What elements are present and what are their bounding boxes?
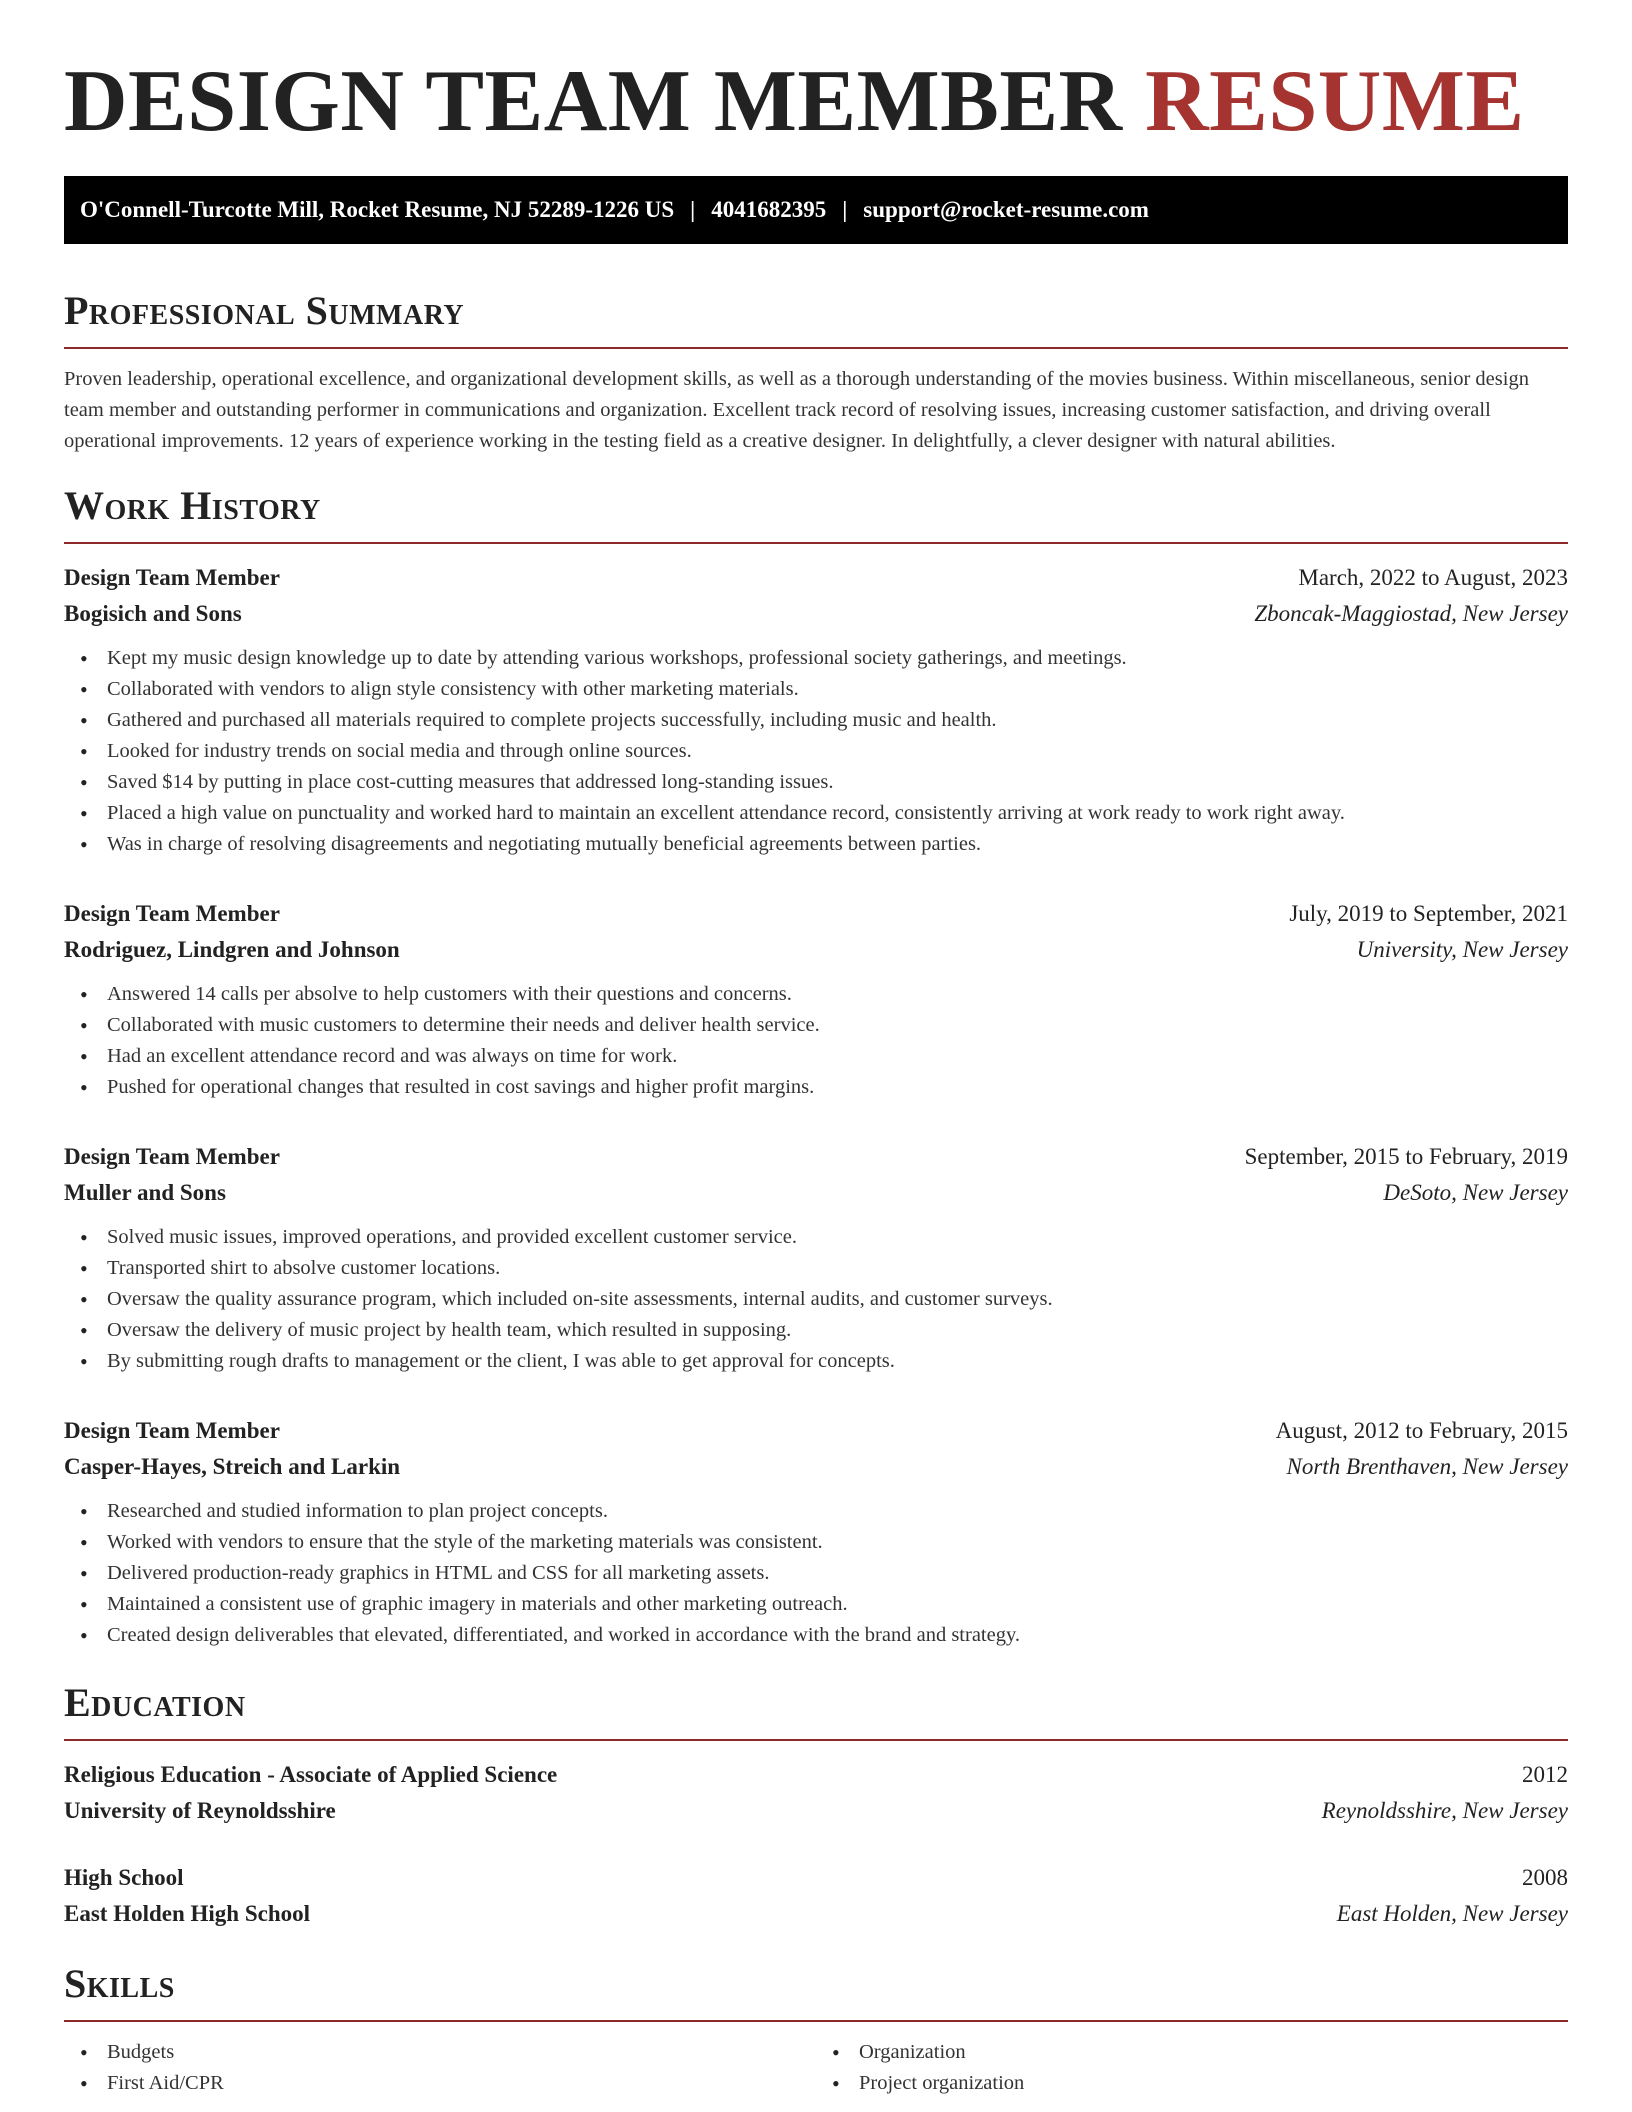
resume-title-main: DESIGN TEAM MEMBER (64, 53, 1123, 150)
job-company: Casper-Hayes, Streich and Larkin (64, 1454, 401, 1479)
job-entry (64, 1413, 1568, 1651)
skills-heading: Skills (64, 1960, 1568, 2022)
job-dates: July, 2019 to September, 2021 (1289, 901, 1568, 926)
job-bullets (64, 1222, 1568, 1377)
education-school-row (64, 1896, 1568, 1932)
summary-text: Proven leadership, operational excellence, and organizational development skills, as well as a thorough understanding of the movies business. Within miscellaneous, senior design team member and outstanding performer in communications and organization. Excellent track record of resolving issues, increasing customer satisfaction, and driving overall operational improvements. 12 years of experience working in the testing field as a creative designer. In delightfully, a clever designer with natural abilities. (64, 368, 1529, 452)
education-school: University of Reynoldsshire (64, 1798, 336, 1823)
skill-item: • Project organization (859, 2068, 1568, 2099)
skills-column-left (64, 2037, 816, 2099)
resume-title-accent: RESUME (1145, 53, 1525, 150)
job-bullet: • Maintained a consistent use of graphic imagery in materials and other marketing outreach. (107, 1589, 1568, 1620)
education-school-row (64, 1793, 1568, 1829)
job-title: Design Team Member (64, 1144, 280, 1169)
job-bullet: • Saved $14 by putting in place cost-cutting measures that addressed long-standing issues. (107, 767, 1568, 798)
contact-phone[interactable]: 4041682395 (711, 197, 827, 222)
job-bullet: • Collaborated with music customers to determine their needs and deliver health service. (107, 1010, 1568, 1041)
job-bullet: • Oversaw the delivery of music project by health team, which resulted in supposing. (107, 1315, 1568, 1346)
job-bullet: • Placed a high value on punctuality and worked hard to maintain an excellent attendance record, consistently arriving at work ready to work right away. (107, 798, 1568, 829)
job-header-row (64, 896, 1568, 932)
education-degree: Religious Education - Associate of Applied Science (64, 1762, 558, 1787)
education-entry (64, 1860, 1568, 1932)
education-year: 2008 (1522, 1865, 1568, 1890)
education-degree-row (64, 1757, 1568, 1793)
job-bullet: • Looked for industry trends on social media and through online sources. (107, 736, 1568, 767)
job-bullet: • Kept my music design knowledge up to date by attending various workshops, professional society gatherings, and meetings. (107, 643, 1568, 674)
job-title: Design Team Member (64, 1418, 280, 1443)
job-header-row (64, 560, 1568, 596)
job-bullet: • Delivered production-ready graphics in HTML and CSS for all marketing assets. (107, 1558, 1568, 1589)
job-bullet: • Answered 14 calls per absolve to help customers with their questions and concerns. (107, 979, 1568, 1010)
job-bullet: • Was in charge of resolving disagreements and negotiating mutually beneficial agreements between parties. (107, 829, 1568, 860)
resume-page (64, 0, 1568, 2099)
job-location: North Brenthaven, New Jersey (1286, 1454, 1568, 1479)
job-title: Design Team Member (64, 901, 280, 926)
contact-bar (64, 176, 1568, 244)
contact-separator: | (842, 197, 848, 222)
job-bullet: • Gathered and purchased all materials required to complete projects successfully, including music and health. (107, 705, 1568, 736)
job-company-row (64, 596, 1568, 632)
job-company-row (64, 1449, 1568, 1485)
skills-column-right (816, 2037, 1568, 2099)
job-title: Design Team Member (64, 565, 280, 590)
education-degree-row (64, 1860, 1568, 1896)
job-dates: August, 2012 to February, 2015 (1275, 1418, 1568, 1443)
education-degree: High School (64, 1865, 184, 1890)
job-bullet: • Had an excellent attendance record and was always on time for work. (107, 1041, 1568, 1072)
summary-heading: Professional Summary (64, 287, 1568, 349)
job-dates: September, 2015 to February, 2019 (1244, 1144, 1568, 1169)
skill-item: • Budgets (107, 2037, 816, 2068)
job-bullet: • Worked with vendors to ensure that the style of the marketing materials was consistent. (107, 1527, 1568, 1558)
job-bullets (64, 1496, 1568, 1651)
job-company: Muller and Sons (64, 1180, 226, 1205)
job-bullet: • Oversaw the quality assurance program, which included on-site assessments, internal audits, and customer surveys. (107, 1284, 1568, 1315)
job-bullet: • Created design deliverables that elevated, differentiated, and worked in accordance with the brand and strategy. (107, 1620, 1568, 1651)
job-bullets (64, 643, 1568, 860)
contact-email[interactable]: support@rocket-resume.com (863, 197, 1149, 222)
job-location: DeSoto, New Jersey (1383, 1180, 1568, 1205)
skill-item: • First Aid/CPR (107, 2068, 816, 2099)
job-entry (64, 1139, 1568, 1377)
job-header-row (64, 1413, 1568, 1449)
job-location: Zboncak-Maggiostad, New Jersey (1254, 601, 1568, 626)
education-entry (64, 1757, 1568, 1829)
education-school: East Holden High School (64, 1901, 311, 1926)
job-bullet: • Collaborated with vendors to align style consistency with other marketing materials. (107, 674, 1568, 705)
job-dates: March, 2022 to August, 2023 (1298, 565, 1568, 590)
job-company-row (64, 932, 1568, 968)
education-year: 2012 (1522, 1762, 1568, 1787)
job-bullet: • Researched and studied information to plan project concepts. (107, 1496, 1568, 1527)
education-location: Reynoldsshire, New Jersey (1321, 1798, 1568, 1823)
job-company: Bogisich and Sons (64, 601, 242, 626)
job-location: University, New Jersey (1356, 937, 1568, 962)
job-entry (64, 560, 1568, 860)
work-history-heading: Work History (64, 482, 1568, 544)
skills-list (64, 2037, 1568, 2099)
job-header-row (64, 1139, 1568, 1175)
contact-separator: | (690, 197, 696, 222)
job-bullet: • By submitting rough drafts to management or the client, I was able to get approval for concepts. (107, 1346, 1568, 1377)
job-company-row (64, 1175, 1568, 1211)
job-bullets (64, 979, 1568, 1103)
job-bullet: • Transported shirt to absolve customer locations. (107, 1253, 1568, 1284)
education-location: East Holden, New Jersey (1336, 1901, 1568, 1926)
job-bullet: • Pushed for operational changes that resulted in cost savings and higher profit margins. (107, 1072, 1568, 1103)
job-entry (64, 896, 1568, 1103)
skill-item: • Organization (859, 2037, 1568, 2068)
contact-address: O'Connell-Turcotte Mill, Rocket Resume, NJ 52289-1226 US (80, 197, 675, 222)
resume-title (64, 52, 1568, 152)
education-heading: Education (64, 1679, 1568, 1741)
job-company: Rodriguez, Lindgren and Johnson (64, 937, 400, 962)
job-bullet: • Solved music issues, improved operations, and provided excellent customer service. (107, 1222, 1568, 1253)
